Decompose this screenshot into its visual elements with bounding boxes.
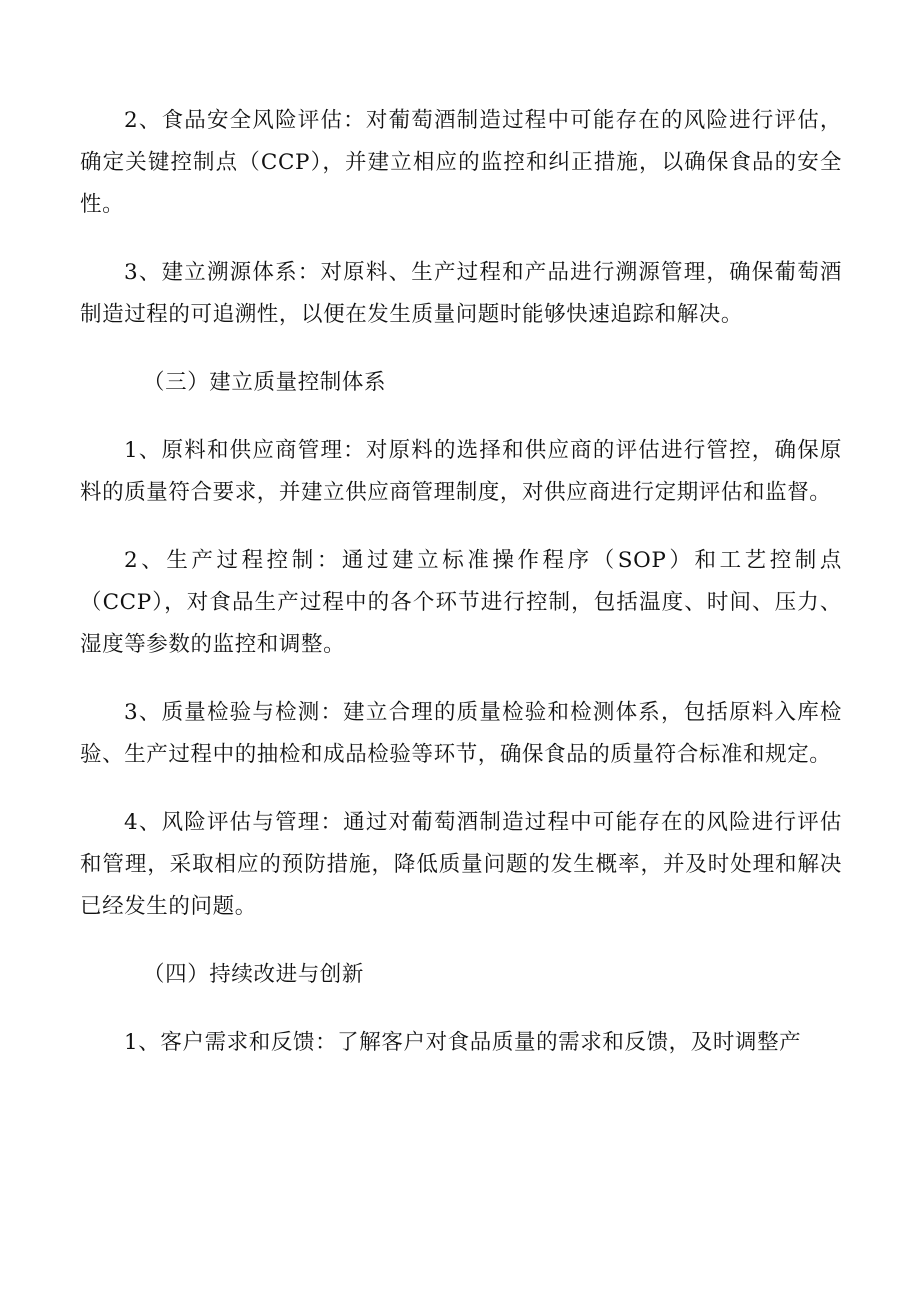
paragraph-risk-management: 4、风险评估与管理：通过对葡萄酒制造过程中可能存在的风险进行评估和管理，采取相应的预防措施，降低质量问题的发生概率，并及时处理和解决已经发生的问题。: [80, 810, 842, 919]
paragraph-food-safety-risk: 2、食品安全风险评估：对葡萄酒制造过程中可能存在的风险进行评估，确定关键控制点（CCP），并建立相应的监控和纠正措施，以确保食品的安全性。: [80, 108, 842, 217]
paragraph-supplier-management: 1、原料和供应商管理：对原料的选择和供应商的评估进行管控，确保原料的质量符合要求，并建立供应商管理制度，对供应商进行定期评估和监督。: [80, 438, 842, 505]
section-heading-continuous-improvement: （四）持续改进与创新: [143, 962, 365, 987]
paragraph-customer-feedback: 1、客户需求和反馈：了解客户对食品质量的需求和反馈，及时调整产: [124, 1030, 802, 1055]
paragraph-traceability: 3、建立溯源体系：对原料、生产过程和产品进行溯源管理，确保葡萄酒制造过程的可追溯性，以便在发生质量问题时能够快速追踪和解决。: [80, 260, 842, 327]
document-page: [80, 100, 842, 1090]
paragraph-quality-inspection: 3、质量检验与检测：建立合理的质量检验和检测体系，包括原料入库检验、生产过程中的抽检和成品检验等环节，确保食品的质量符合标准和规定。: [80, 700, 842, 767]
paragraph-process-control: 2、生产过程控制：通过建立标准操作程序（SOP）和工艺控制点（CCP），对食品生产过程中的各个环节进行控制，包括温度、时间、压力、湿度等参数的监控和调整。: [80, 548, 842, 657]
section-heading-quality-control: （三）建立质量控制体系: [143, 370, 387, 395]
